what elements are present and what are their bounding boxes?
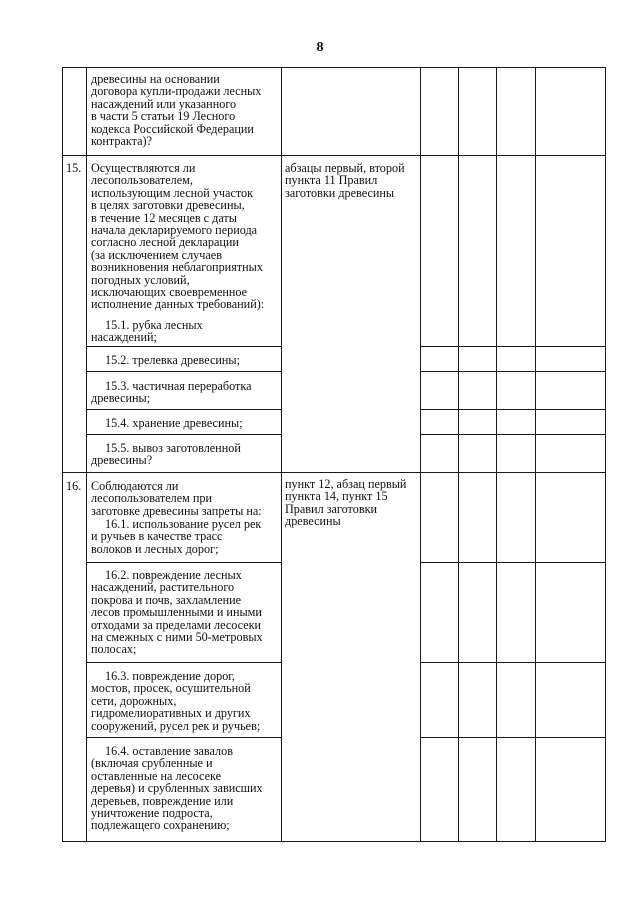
question-text: Соблюдаются ли лесопользователем при заготовке древесины запреты на:: [91, 479, 262, 518]
column-border: [605, 67, 606, 842]
sub-item: 15.1. рубка лесных насаждений;: [91, 318, 203, 345]
column-border: [535, 67, 536, 842]
column-border: [281, 67, 282, 842]
legal-reference: абзацы первый, второй пункта 11 Правил заготовки древесины: [285, 161, 405, 200]
row-border: [86, 737, 282, 738]
legal-reference: пункт 12, абзац первый пункта 14, пункт 15 Правил заготовки древесины: [285, 477, 407, 529]
row-border: [86, 371, 282, 372]
column-border: [458, 67, 459, 842]
sub-item: 15.5. вывоз заготовленной древесины?: [91, 441, 241, 468]
sub-item: 15.3. частичная переработка древесины;: [91, 379, 252, 406]
row-border: [86, 409, 282, 410]
question-text: Осуществляются ли лесопользователем, использующим лесной участок в целях заготовки древесины, в течение 12 месяцев с даты начала декларируемого периода согласно лесной декларации (за исключением случаев возникновения неблагоприятных погодных условий, исключающих своевременное исполнение данных требований):: [91, 161, 265, 312]
question-text: древесины на основании договора купли-продажи лесных насаждений или указанного в части 5 статьи 19 Лесного кодекса Российской Федерации контракта)?: [91, 72, 262, 149]
column-border: [62, 67, 63, 842]
column-border: [86, 67, 87, 842]
row-border: [62, 67, 606, 68]
row-border: [420, 371, 606, 372]
row-border: [86, 346, 282, 347]
sub-item: 16.1. использование русел рек и ручьев в качестве трасс волоков и лесных дорог;: [91, 517, 262, 556]
row-border: [86, 562, 282, 563]
sub-item: 16.4. оставление завалов (включая срубленные и оставленные на лесосеке деревья) и срубленных зависших деревьев, повреждение или уничтожение подроста, подлежащего сохранению;: [91, 744, 263, 833]
row-number: 15.: [66, 161, 82, 175]
row-border: [420, 434, 606, 435]
row-border: [420, 346, 606, 347]
page-number: 8: [316, 40, 324, 55]
row-border: [62, 472, 606, 473]
row-border: [420, 562, 606, 563]
row-border: [62, 155, 606, 156]
row-border: [420, 662, 606, 663]
row-border: [420, 737, 606, 738]
row-border: [62, 841, 606, 842]
row-border: [86, 434, 282, 435]
row-border: [86, 662, 282, 663]
column-border: [420, 67, 421, 842]
sub-item: 15.4. хранение древесины;: [105, 416, 243, 430]
sub-item: 15.2. трелевка древесины;: [105, 353, 240, 367]
sub-item: 16.2. повреждение лесных насаждений, растительного покрова и почв, захламление лесов промышленными и иными отходами за пределами лесосеки на смежных с ними 50-метровых полосах;: [91, 568, 263, 657]
row-border: [420, 409, 606, 410]
column-border: [496, 67, 497, 842]
row-number: 16.: [66, 479, 82, 493]
sub-item: 16.3. повреждение дорог, мостов, просек, осушительной сети, дорожных, гидромелиоративных и других сооружений, русел рек и ручьев;: [91, 669, 261, 733]
